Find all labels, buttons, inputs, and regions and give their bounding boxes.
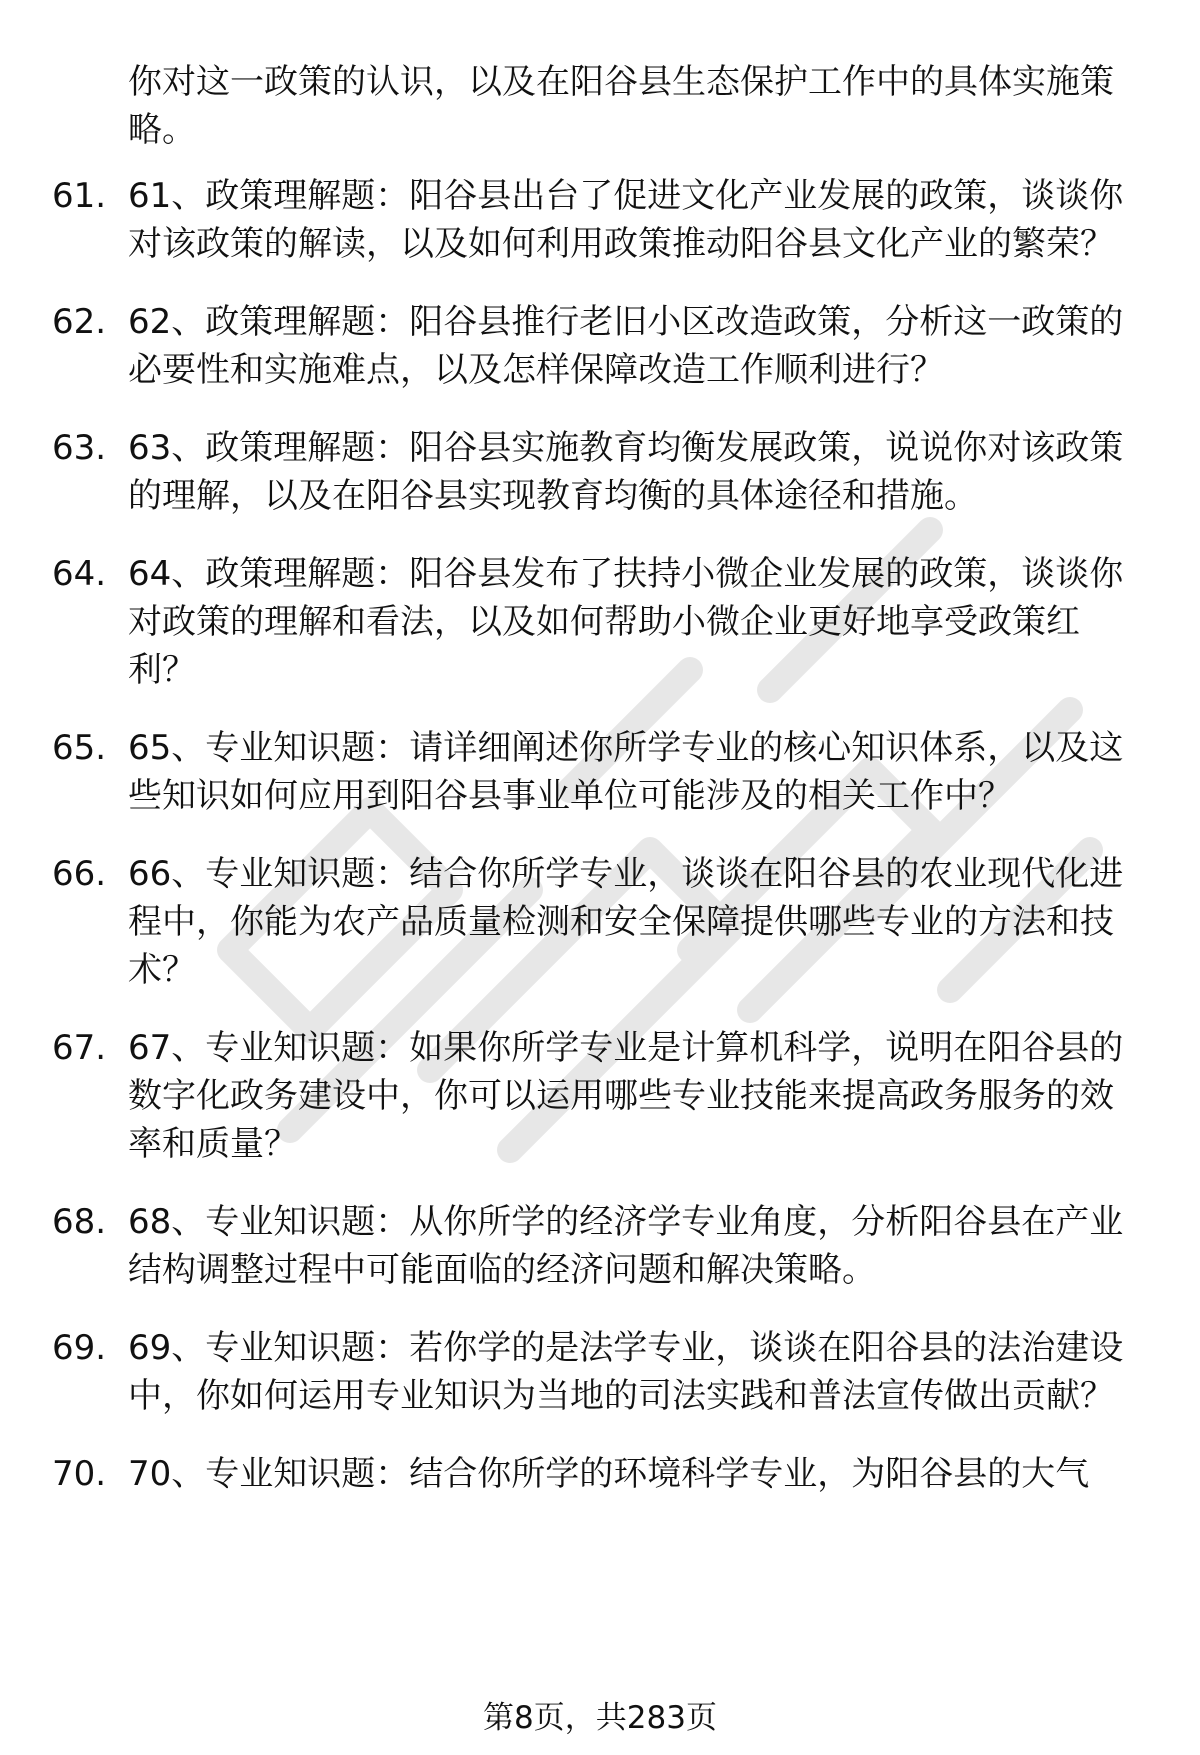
list-item xyxy=(0,1450,1200,1498)
list-item xyxy=(0,550,1200,694)
item-number: 68. xyxy=(52,1202,107,1242)
item-text: 70、专业知识题：结合你所学的环境科学专业，为阳谷县的大气 xyxy=(128,1454,1090,1494)
item-number: 70. xyxy=(52,1454,107,1494)
item-text: 61、政策理解题：阳谷县出台了促进文化产业发展的政策，谈谈你对该政策的解读，以及如何利用政策推动阳谷县文化产业的繁荣？ xyxy=(128,176,1124,264)
item-text: 68、专业知识题：从你所学的经济学专业角度，分析阳谷县在产业结构调整过程中可能面临的经济问题和解决策略。 xyxy=(128,1202,1124,1290)
item-text: 67、专业知识题：如果你所学专业是计算机科学，说明在阳谷县的数字化政务建设中，你可以运用哪些专业技能来提高政务服务的效率和质量？ xyxy=(128,1028,1124,1164)
question-list xyxy=(0,172,1200,1528)
item-number: 64. xyxy=(52,554,107,594)
list-item xyxy=(0,424,1200,520)
item-number: 65. xyxy=(52,728,107,768)
item-text: 63、政策理解题：阳谷县实施教育均衡发展政策，说说你对该政策的理解，以及在阳谷县实现教育均衡的具体途径和措施。 xyxy=(128,428,1124,516)
continuation-paragraph: 你对这一政策的认识，以及在阳谷县生态保护工作中的具体实施策略。 xyxy=(128,62,1114,150)
item-number: 69. xyxy=(52,1328,107,1368)
item-number: 66. xyxy=(52,854,107,894)
item-text: 64、政策理解题：阳谷县发布了扶持小微企业发展的政策，谈谈你对政策的理解和看法，以及如何帮助小微企业更好地享受政策红利？ xyxy=(128,554,1124,690)
page-footer: 第8页，共283页 xyxy=(483,1700,717,1736)
list-item xyxy=(0,1324,1200,1420)
list-item xyxy=(0,850,1200,994)
item-text: 66、专业知识题：结合你所学专业，谈谈在阳谷县的农业现代化进程中，你能为农产品质量检测和安全保障提供哪些专业的方法和技术？ xyxy=(128,854,1124,990)
list-item xyxy=(0,1024,1200,1168)
list-item xyxy=(0,172,1200,268)
item-text: 65、专业知识题：请详细阐述你所学专业的核心知识体系，以及这些知识如何应用到阳谷县事业单位可能涉及的相关工作中？ xyxy=(128,728,1124,816)
item-number: 63. xyxy=(52,428,107,468)
list-item xyxy=(0,724,1200,820)
item-number: 62. xyxy=(52,302,107,342)
item-number: 61. xyxy=(52,176,107,216)
item-number: 67. xyxy=(52,1028,107,1068)
list-item xyxy=(0,298,1200,394)
item-text: 62、政策理解题：阳谷县推行老旧小区改造政策，分析这一政策的必要性和实施难点，以及怎样保障改造工作顺利进行？ xyxy=(128,302,1124,390)
list-item xyxy=(0,1198,1200,1294)
item-text: 69、专业知识题：若你学的是法学专业，谈谈在阳谷县的法治建设中，你如何运用专业知识为当地的司法实践和普法宣传做出贡献？ xyxy=(128,1328,1124,1416)
